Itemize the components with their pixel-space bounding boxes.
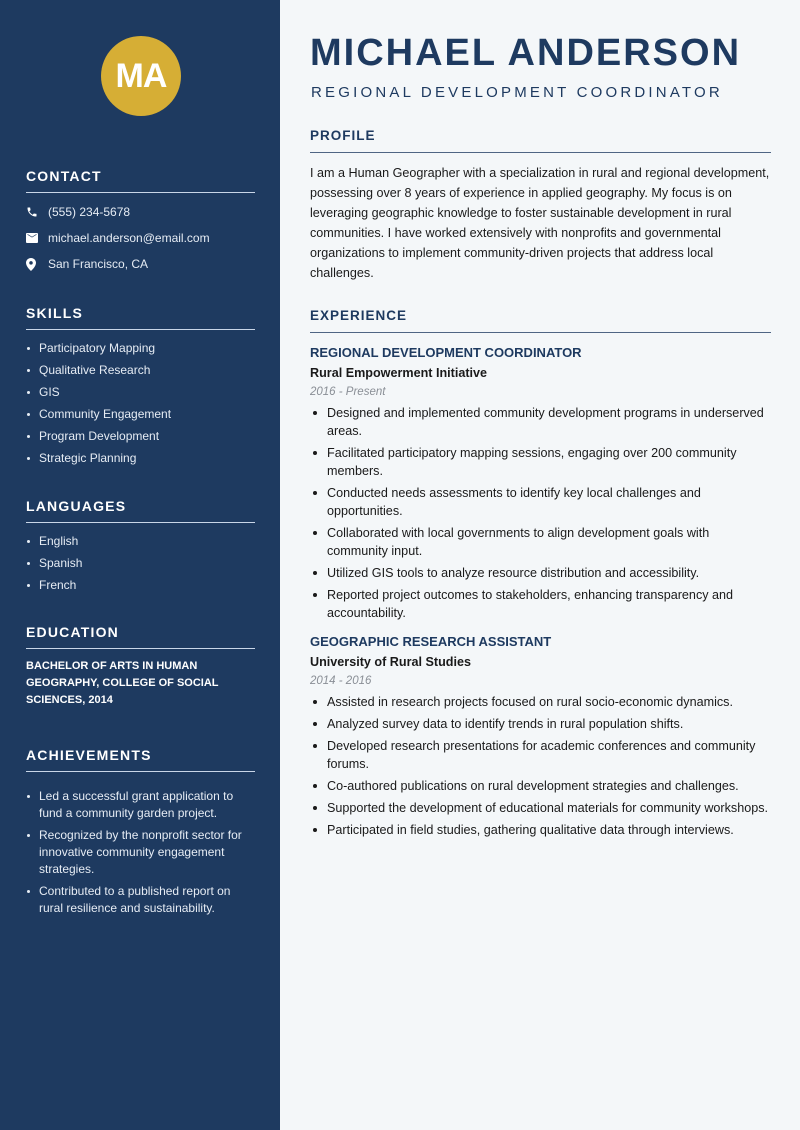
contact-section [26, 168, 255, 277]
candidate-role: REGIONAL DEVELOPMENT COORDINATOR [311, 84, 723, 101]
profile-title: PROFILE [310, 128, 771, 153]
job-bullet: Co-authored publications on rural development strategies and challenges. [310, 777, 771, 795]
languages-title: LANGUAGES [26, 498, 255, 523]
job-title: REGIONAL DEVELOPMENT COORDINATOR [310, 345, 582, 360]
job-organization: Rural Empowerment Initiative [310, 366, 488, 380]
job-bullet: Reported project outcomes to stakeholders, enhancing transparency and accountability. [310, 586, 771, 622]
education-section [26, 624, 255, 709]
contact-location [26, 251, 255, 277]
job-entry [310, 345, 771, 622]
job-bullet: Utilized GIS tools to analyze resource distribution and accessibility. [310, 564, 771, 582]
job-entry [310, 634, 771, 839]
contact-location-text: San Francisco, CA [48, 257, 149, 271]
skills-title: SKILLS [26, 305, 255, 330]
education-degree: BACHELOR OF ARTS IN HUMAN GEOGRAPHY, COLLEGE OF SOCIAL SCIENCES, 2014 [26, 660, 219, 706]
job-bullet: Supported the development of educational materials for community workshops. [310, 799, 771, 817]
skill-item: Program Development [26, 428, 255, 445]
job-date: 2016 - Present [310, 386, 386, 398]
job-bullet: Designed and implemented community development programs in underserved areas. [310, 404, 771, 440]
job-bullet: Conducted needs assessments to identify key local challenges and opportunities. [310, 484, 771, 520]
email-icon [26, 233, 48, 243]
avatar [101, 36, 181, 116]
main-content [280, 0, 800, 1130]
job-bullet: Developed research presentations for academic conferences and community forums. [310, 737, 771, 773]
job-title: GEOGRAPHIC RESEARCH ASSISTANT [310, 634, 552, 649]
profile-section [310, 128, 771, 283]
avatar-initials: MA [115, 56, 167, 95]
contact-email-text[interactable]: michael.anderson@email.com [48, 231, 210, 245]
phone-icon [26, 206, 48, 218]
achievement-item: Recognized by the nonprofit sector for innovative community engagement strategies. [26, 827, 255, 878]
job-date: 2014 - 2016 [310, 675, 372, 687]
contact-phone [26, 199, 255, 225]
achievement-item: Contributed to a published report on rural resilience and sustainability. [26, 883, 255, 917]
skill-item: Qualitative Research [26, 362, 255, 379]
location-pin-icon [26, 258, 48, 271]
skills-section [26, 305, 255, 472]
job-bullet: Facilitated participatory mapping sessions, engaging over 200 community members. [310, 444, 771, 480]
job-bullet: Participated in field studies, gathering qualitative data through interviews. [310, 821, 771, 839]
job-bullet: Assisted in research projects focused on rural socio-economic dynamics. [310, 693, 771, 711]
skill-item: Strategic Planning [26, 450, 255, 467]
language-item: Spanish [26, 555, 255, 572]
achievements-section [26, 747, 255, 922]
skill-item: GIS [26, 384, 255, 401]
candidate-name: MICHAEL ANDERSON [310, 32, 742, 74]
profile-text: I am a Human Geographer with a specialization in rural and regional development, possessing over 8 years of experience in applied geography. My focus is on leveraging geographic knowledge to foster sustainable development in rural communities. I have worked extensively with nonprofits and governmental organizations to implement community-driven projects that address local challenges. [310, 166, 770, 280]
contact-email [26, 225, 255, 251]
education-title: EDUCATION [26, 624, 255, 649]
sidebar [0, 0, 280, 1130]
skill-item: Participatory Mapping [26, 340, 255, 357]
contact-phone-text[interactable]: (555) 234-5678 [48, 205, 131, 219]
contact-title: CONTACT [26, 168, 255, 193]
skill-item: Community Engagement [26, 406, 255, 423]
language-item: French [26, 577, 255, 594]
job-organization: University of Rural Studies [310, 655, 471, 669]
experience-section [310, 308, 771, 843]
languages-section [26, 498, 255, 599]
language-item: English [26, 533, 255, 550]
achievement-item: Led a successful grant application to fund a community garden project. [26, 788, 255, 822]
achievements-title: ACHIEVEMENTS [26, 747, 255, 772]
job-bullet: Collaborated with local governments to align development goals with community input. [310, 524, 771, 560]
experience-title: EXPERIENCE [310, 308, 771, 333]
job-bullet: Analyzed survey data to identify trends in rural population shifts. [310, 715, 771, 733]
